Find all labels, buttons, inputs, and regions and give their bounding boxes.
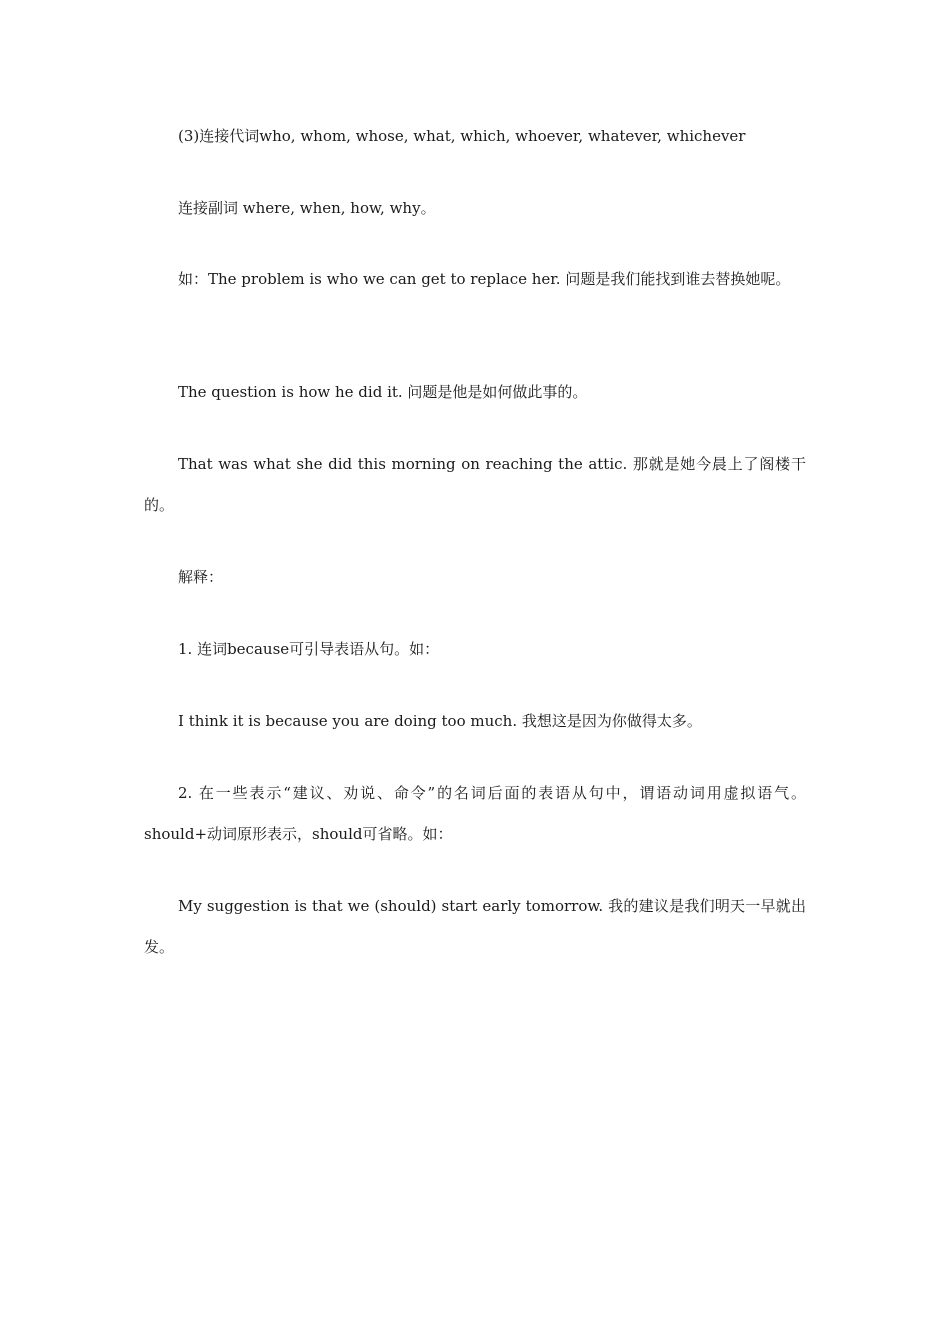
- paragraph-conjunctive-pronouns: (3)连接代词who, whom, whose, what, which, whoever, whatever, whichever: [178, 127, 746, 145]
- paragraph-explanation-1: 1. 连词because可引导表语从句。如：: [178, 640, 440, 658]
- paragraph-explanation-2: 2. 在一些表示“建议、劝说、命令”的名词后面的表语从句中，谓语动词用虚拟语气。should+动词原形表示，should可省略。如：: [144, 784, 806, 843]
- paragraph-example-3: That was what she did this morning on reaching the attic. 那就是她今晨上了阁楼干的。: [144, 455, 806, 514]
- paragraph-example-5: My suggestion is that we (should) start early tomorrow. 我的建议是我们明天一早就出发。: [144, 897, 806, 956]
- paragraph-example-1: 如：The problem is who we can get to replace her. 问题是我们能找到谁去替换她呢。: [178, 270, 791, 288]
- paragraph-explanation-heading: 解释：: [178, 568, 224, 586]
- paragraph-example-4: I think it is because you are doing too much. 我想这是因为你做得太多。: [178, 712, 702, 730]
- paragraph-example-2: The question is how he did it. 问题是他是如何做此事的。: [178, 383, 588, 401]
- paragraph-conjunctive-adverbs: 连接副词 where, when, how, why。: [178, 199, 436, 217]
